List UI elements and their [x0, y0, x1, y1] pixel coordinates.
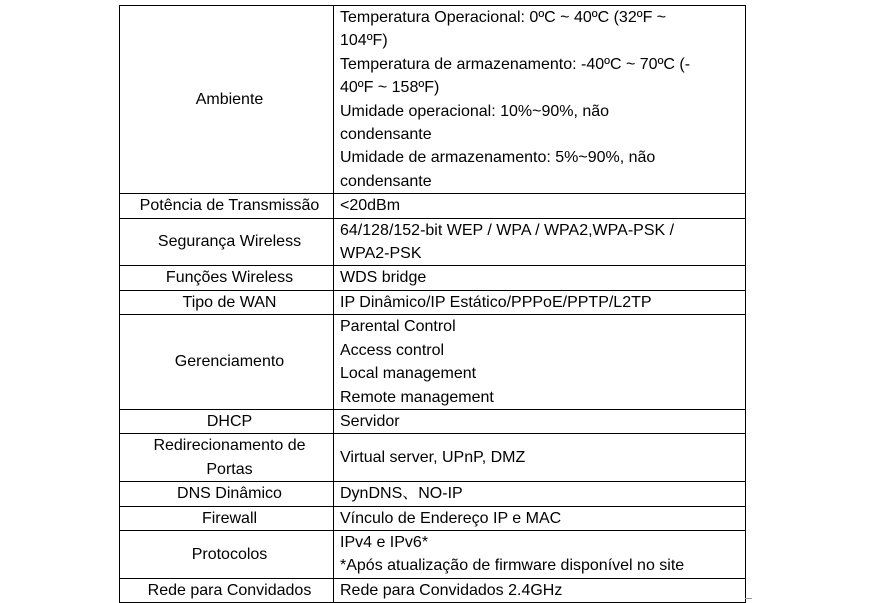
row-label [120, 266, 334, 290]
row-value-line: condensante [340, 172, 432, 190]
row-value [334, 409, 746, 433]
row-value [334, 266, 746, 290]
row-value-line: Vínculo de Endereço IP e MAC [340, 509, 562, 527]
row-label-text: Firewall [201, 509, 258, 527]
row-label-line: Portas [206, 460, 253, 478]
row-value-line: *Após atualização de firmware disponível no site [340, 557, 685, 575]
row-value-line: <20dBm [340, 197, 401, 215]
table-row [120, 315, 746, 410]
row-value-line: Parental Control [340, 318, 456, 336]
row-value-line: 40ºF ~ 158ºF) [340, 79, 440, 97]
table-row [120, 409, 746, 433]
row-value-line: Rede para Convidados 2.4GHz [340, 581, 563, 599]
row-value [334, 482, 746, 506]
row-value-line: IPv4 e IPv6* [340, 533, 429, 551]
row-label-text: Funções Wireless [165, 269, 294, 287]
row-value-line: IP Dinâmico/IP Estático/PPPoE/PPTP/L2TP [340, 293, 652, 311]
specifications-table-body [120, 6, 746, 603]
row-label [120, 506, 334, 530]
row-value-line: Virtual server, UPnP, DMZ [340, 449, 526, 467]
row-value-line: WPA2-PSK [340, 245, 422, 263]
row-label-text: Potência de Transmissão [139, 197, 320, 215]
row-value [334, 6, 746, 194]
table-row [120, 266, 746, 290]
row-label-text: Ambiente [195, 90, 264, 108]
row-label [120, 409, 334, 433]
row-label-text: Gerenciamento [174, 353, 285, 371]
corner-mark [745, 598, 752, 599]
row-value-line: Local management [340, 365, 477, 383]
row-value-line: Temperatura Operacional: 0ºC ~ 40ºC (32ºF ~ [340, 9, 667, 26]
row-label [120, 194, 334, 218]
row-label [120, 315, 334, 410]
table-row [120, 194, 746, 218]
row-value-line: Temperatura de armazenamento: -40ºC ~ 70ºC (- [340, 55, 691, 73]
row-value [334, 290, 746, 314]
row-value-line: DynDNS、NO-IP [340, 485, 463, 503]
row-label-text: Rede para Convidados [147, 581, 312, 599]
table-row [120, 482, 746, 506]
row-value-line: Access control [340, 341, 445, 359]
row-label-text: Segurança Wireless [157, 233, 302, 251]
table-row [120, 434, 746, 482]
row-value [334, 578, 746, 602]
row-label [120, 578, 334, 602]
table-row [120, 578, 746, 602]
table-row [120, 530, 746, 578]
row-label-text: DNS Dinâmico [177, 485, 282, 503]
row-label-line: Redirecionamento de [153, 437, 306, 455]
table-row [120, 290, 746, 314]
row-value [334, 506, 746, 530]
specifications-table [119, 5, 746, 603]
row-value-line: Remote management [340, 388, 494, 406]
row-label [120, 218, 334, 266]
row-label [120, 530, 334, 578]
row-value-line: 64/128/152-bit WEP / WPA / WPA2,WPA-PSK / [340, 221, 675, 239]
table-row [120, 506, 746, 530]
row-value-line: Servidor [340, 412, 400, 430]
row-value-line: WDS bridge [340, 269, 427, 287]
row-value-line: 104ºF) [340, 32, 388, 50]
row-value-line: condensante [340, 126, 432, 144]
row-value [334, 434, 746, 482]
row-label-text: DHCP [206, 412, 253, 430]
row-label-text: Protocolos [191, 545, 268, 563]
table-row [120, 218, 746, 266]
row-label [120, 434, 334, 482]
table-row [120, 6, 746, 194]
row-value [334, 530, 746, 578]
row-value [334, 218, 746, 266]
row-label-text: Tipo de WAN [182, 293, 277, 311]
row-label [120, 290, 334, 314]
row-value [334, 315, 746, 410]
row-label [120, 482, 334, 506]
row-value-line: Umidade de armazenamento: 5%~90%, não [340, 149, 656, 167]
row-value [334, 194, 746, 218]
row-label [120, 6, 334, 194]
row-value-line: Umidade operacional: 10%~90%, não [340, 102, 610, 120]
